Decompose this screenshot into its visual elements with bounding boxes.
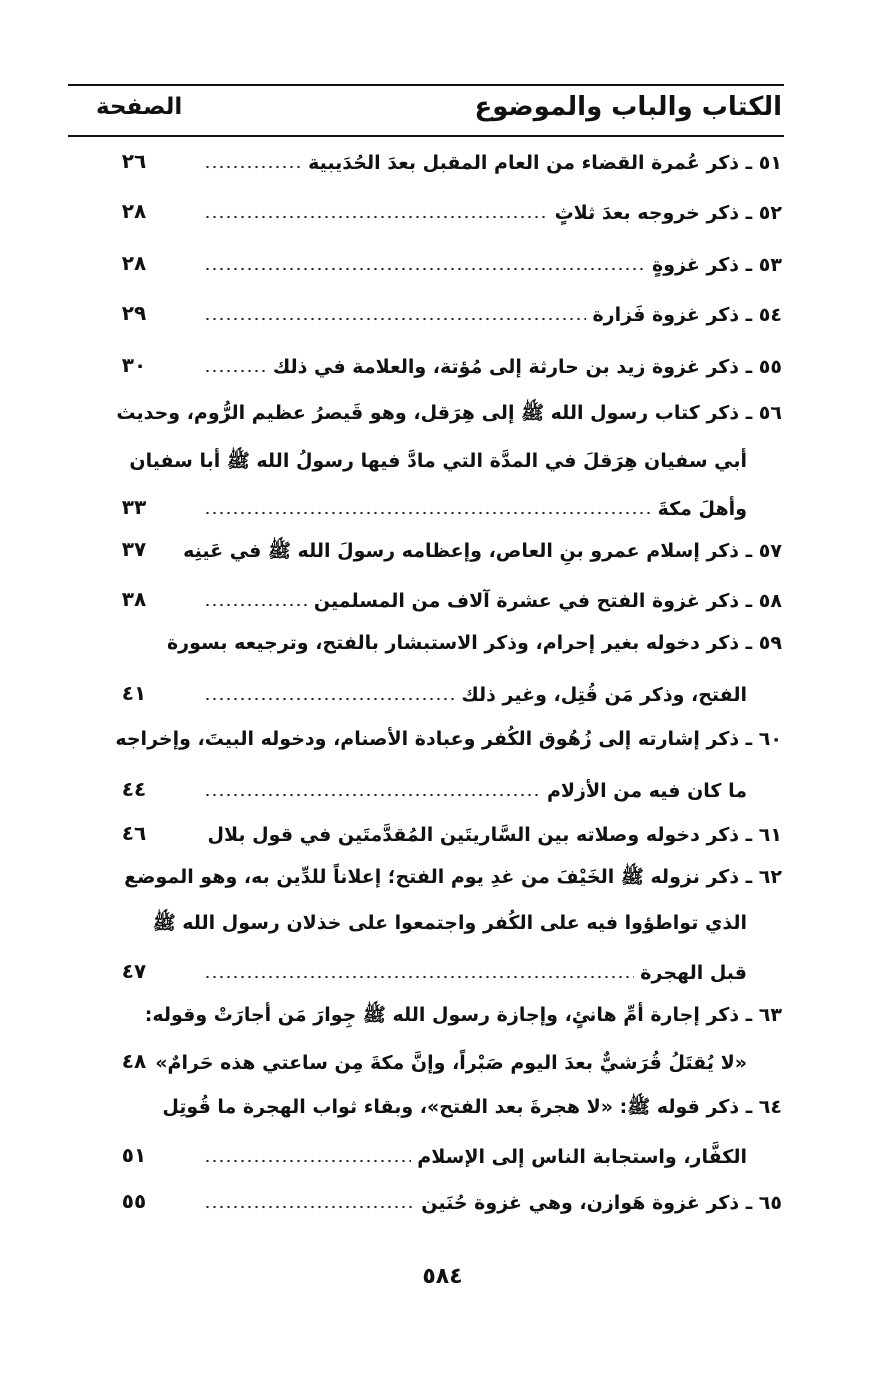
toc-entry-text: الكفَّار، واستجابة الناس إلى الإسلام [417,1145,747,1168]
column-header-page: الصفحة [96,94,183,120]
toc-entry-line [204,352,782,380]
dot-leader [204,198,549,219]
toc-entry-text: ٦٤ ـ ذكر قوله ﷺ: «لا هجرةَ بعد الفتح»، وبقاء ثواب الهجرة ما قُوتِل [162,1096,782,1118]
toc-entry-line [144,1004,782,1028]
toc-entry-line [162,1096,782,1120]
toc-entry-line [204,586,782,614]
dot-leader [204,776,541,797]
dot-leader [204,586,308,607]
toc-entry-text: ٥٢ ـ ذكر خروجه بعدَ ثلاثٍ [554,201,782,224]
toc-entry-text: الفتح، وذكر مَن قُتِل، وغير ذلك [461,683,747,706]
toc-entry-line [204,1188,782,1216]
toc-page-number: ٣٣ [121,495,147,519]
toc-entry-line [204,1142,747,1170]
toc-entry-text: ٥٦ ـ ذكر كتاب رسول الله ﷺ إلى هِرَقل، وهو قَيصرُ عظيم الرُّوم، وحديث [116,402,782,424]
toc-entry-text: ٦٢ ـ ذكر نزوله ﷺ الخَيْفَ من غدِ يوم الفتح؛ إعلاناً للدِّين به، وهو الموضع [124,866,782,888]
toc-entry-text: قبل الهجرة [640,961,747,984]
toc-page-number: ٤٤ [121,777,147,801]
toc-entry-text: ٥٨ ـ ذكر غزوة الفتح في عشرة آلاف من المسلمين [313,589,782,612]
header-rule [68,135,784,137]
toc-entry-line [116,402,782,426]
toc-entry-line [129,450,747,474]
toc-entry-line [204,494,747,522]
dot-leader [204,1142,411,1163]
toc-entry-line [204,958,747,986]
dot-leader [204,300,586,321]
toc-entry-text: ٦٣ ـ ذكر إجارة أمِّ هانئٍ، وإجازة رسول الله ﷺ جِوارَ مَن أجارَتْ وقوله: [144,1004,782,1026]
dot-leader [204,494,652,515]
toc-entry-line [204,148,782,176]
toc-entry-line [166,632,782,656]
toc-entry-line [204,250,782,278]
toc-entry-text: ٦١ ـ ذكر دخوله وصلاته بين السَّاريتَين المُقدَّمتَين في قول بلال [207,823,782,846]
toc-page-number: ٣٨ [121,587,147,611]
toc-page-number: ٢٨ [121,251,147,275]
dot-leader [204,148,302,169]
toc-entry-text: أبي سفيان هِرَقلَ في المدَّة التي مادَّ فيها رسولُ الله ﷺ أبا سفيان [129,450,747,472]
toc-entry-text: ٥٥ ـ ذكر غزوة زيد بن حارثة إلى مُؤتة، والعلامة في ذلك [272,355,782,378]
toc-entry-text: ٥٣ ـ ذكر غزوةٍ [652,253,782,276]
toc-entry-text: ٦٥ ـ ذكر غزوة هَوازن، وهي غزوة حُنَين [421,1191,782,1214]
toc-page-number: ٣٠ [121,353,147,377]
dot-leader [204,352,267,373]
dot-leader [204,680,455,701]
toc-page-number: ٥١ [121,1143,147,1167]
toc-entry-line [204,820,782,848]
toc-entry-line [204,300,782,328]
toc-page-number: ٥٥ [121,1189,147,1213]
toc-entry-line [204,680,747,708]
top-rule [68,84,784,86]
toc-entry-text: «لا يُقتَلُ قُرَشيٌّ بعدَ اليوم صَبْراً، وإنَّ مكةَ مِن ساعتي هذه حَرامٌ» [155,1051,747,1074]
toc-page-number: ٤٨ [121,1049,147,1073]
toc-page-number: ٤١ [121,681,147,705]
toc-page-number: ٤٧ [121,959,147,983]
toc-page-number: ٢٩ [121,301,147,325]
column-header-topic: الكتاب والباب والموضوع [474,92,782,122]
dot-leader [204,1188,415,1209]
toc-entry-text: الذي تواطؤوا فيه على الكُفر واجتمعوا على خذلان رسول الله ﷺ [152,912,747,934]
toc-entry-line [204,776,747,804]
toc-entry-text: ٦٠ ـ ذكر إشارته إلى زُهُوق الكُفر وعبادة الأصنام، ودخوله البيتَ، وإخراجه [115,728,782,750]
dot-leader [204,958,634,979]
toc-entry-text: ٥١ ـ ذكر عُمرة القضاء من العام المقبل بعدَ الحُدَيبية [308,151,782,174]
toc-entry-line [124,866,782,890]
toc-entry-line [152,912,747,936]
toc-entry-text: ٥٩ ـ ذكر دخوله بغير إحرام، وذكر الاستبشار بالفتح، وترجيعه بسورة [166,632,782,654]
toc-entry-text: ٥٧ ـ ذكر إسلام عمرو بنِ العاص، وإعظامه رسولَ الله ﷺ في عَينِه [183,539,782,562]
toc-entry-line [204,198,782,226]
dot-leader [204,250,646,271]
toc-entry-text: وأهلَ مكةَ [657,497,747,520]
toc-entry-line [183,536,782,564]
toc-page-number: ٢٨ [121,199,147,223]
toc-page-number: ٣٧ [121,537,147,561]
page-number: ٥٨٤ [422,1264,463,1289]
toc-page-number: ٤٦ [121,821,147,845]
toc-entry-line [115,728,782,752]
toc-page-number: ٢٦ [121,149,147,173]
toc-entry-text: ما كان فيه من الأزلام [546,779,747,802]
toc-entry-text: ٥٤ ـ ذكر غزوة فَزارة [592,303,782,326]
toc-entry-line [155,1048,747,1076]
